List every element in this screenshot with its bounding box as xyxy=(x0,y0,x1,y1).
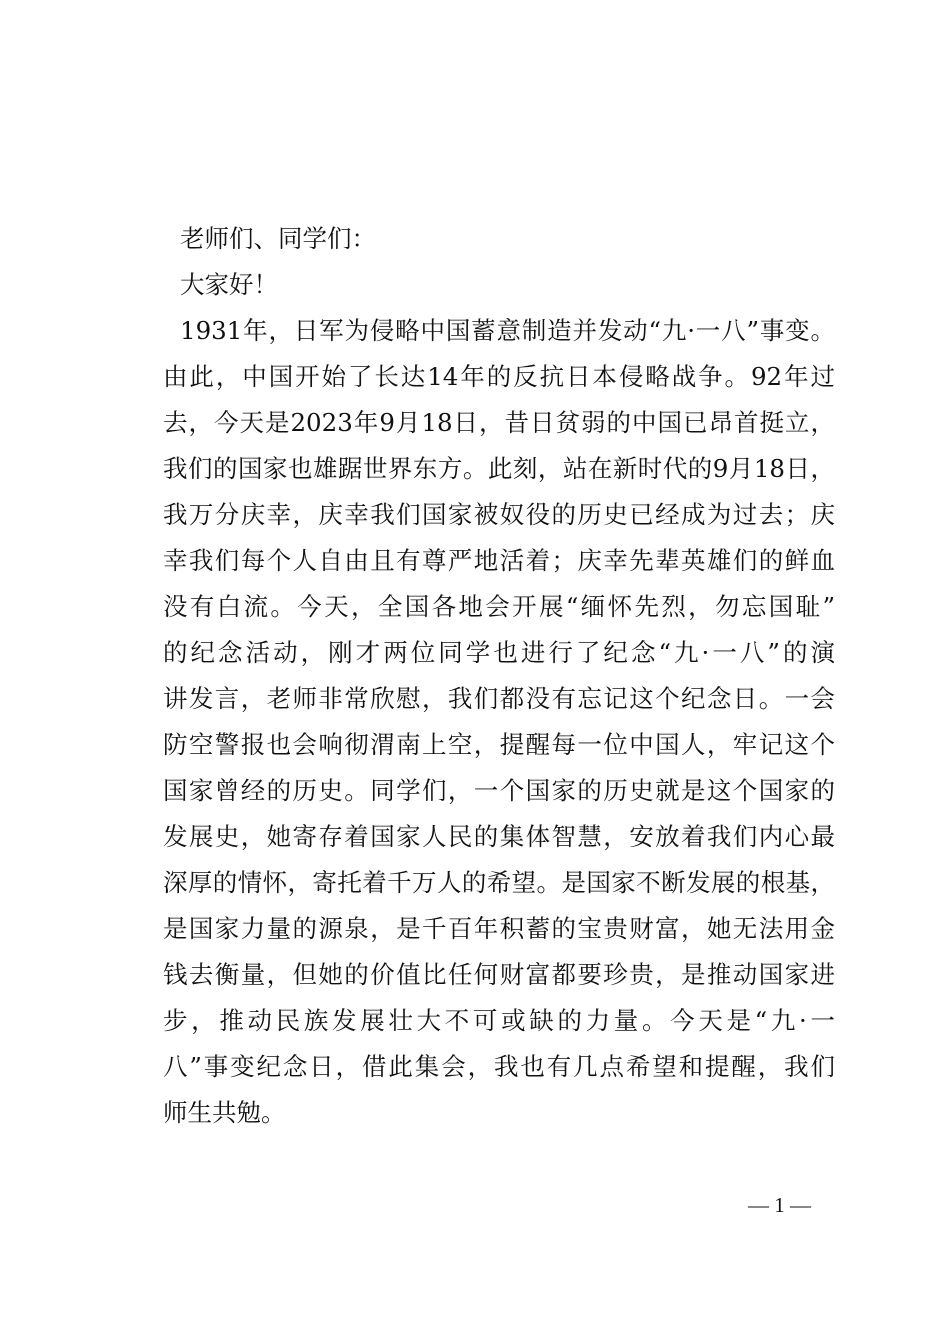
body-line-4: 我们的国家也雄踞世界东方。此刻，站在新时代的9月18日， xyxy=(163,454,835,483)
body-line-18: 师生共勉。 xyxy=(163,1098,286,1127)
body-line-1: 1931年，日军为侵略中国蓄意制造并发动“九·一八”事变。 xyxy=(180,316,835,345)
salutation-line: 老师们、同学们： xyxy=(180,224,376,253)
body-line-17: 八”事变纪念日，借此集会，我也有几点希望和提醒，我们 xyxy=(163,1052,835,1081)
body-line-15: 钱去衡量，但她的价值比任何财富都要珍贵，是推动国家进 xyxy=(163,960,835,989)
body-line-3: 去，今天是2023年9月18日，昔日贫弱的中国已昂首挺立， xyxy=(163,408,835,437)
body-line-6: 幸我们每个人自由且有尊严地活着；庆幸先辈英雄们的鲜血 xyxy=(163,546,835,575)
body-line-12: 发展史，她寄存着国家人民的集体智慧，安放着我们内心最 xyxy=(163,822,835,851)
body-line-8: 的纪念活动，刚才两位同学也进行了纪念“九·一八”的演 xyxy=(163,638,835,667)
body-line-13: 深厚的情怀，寄托着千万人的希望。是国家不断发展的根基， xyxy=(163,868,835,897)
body-line-14: 是国家力量的源泉，是千百年积蓄的宝贵财富，她无法用金 xyxy=(163,914,835,943)
body-line-9: 讲发言，老师非常欣慰，我们都没有忘记这个纪念日。一会 xyxy=(163,684,835,713)
body-line-5: 我万分庆幸，庆幸我们国家被奴役的历史已经成为过去；庆 xyxy=(163,500,835,529)
greeting-line: 大家好！ xyxy=(180,270,278,299)
body-line-10: 防空警报也会响彻渭南上空，提醒每一位中国人，牢记这个 xyxy=(163,730,835,759)
page-number: — 1 — xyxy=(748,1193,811,1217)
speech-text xyxy=(163,216,835,1136)
body-line-16: 步，推动民族发展壮大不可或缺的力量。今天是“九·一 xyxy=(163,1006,835,1035)
body-line-2: 由此，中国开始了长达14年的反抗日本侵略战争。92年过 xyxy=(163,362,835,391)
body-line-7: 没有白流。今天，全国各地会开展“缅怀先烈，勿忘国耻” xyxy=(163,592,835,621)
body-line-11: 国家曾经的历史。同学们，一个国家的历史就是这个国家的 xyxy=(163,776,835,805)
